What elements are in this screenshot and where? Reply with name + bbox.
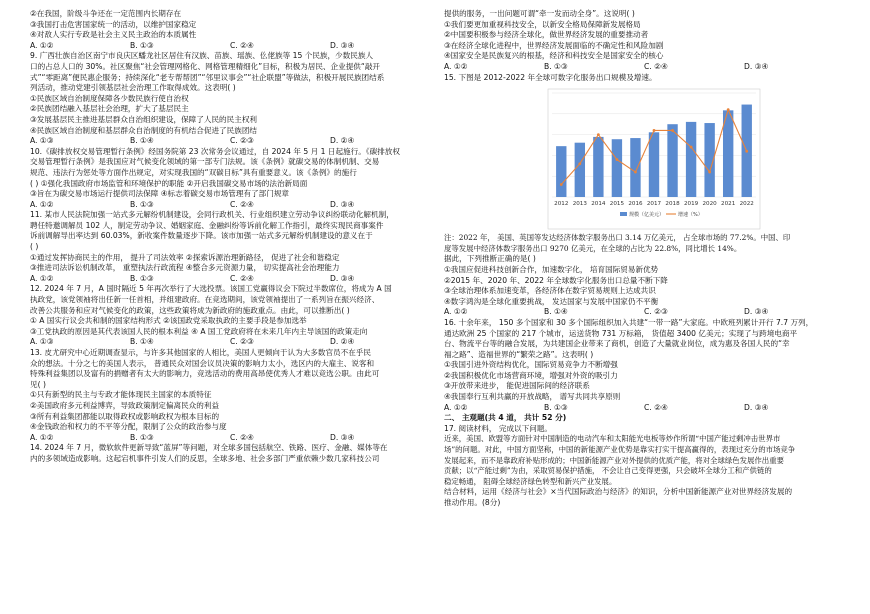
q14-continuation xyxy=(444,9,844,62)
q15-note xyxy=(444,233,844,254)
text-line: 改善公共服务和应对气候变化的政策，这些政策将成为新政府的施政重点。由此，可以推断出( ) xyxy=(30,305,350,315)
answer-option: D. ③④ xyxy=(330,40,355,50)
text-line: 福之路”、造福世界的“繁荣之路”。这表明( ) xyxy=(444,349,594,359)
q10-options xyxy=(30,200,430,211)
legend-bar-label: 规模（亿美元） xyxy=(629,212,665,219)
text-line: ④民族区域自治制度和基层群众自治制度的有机结合促进了民族团结 xyxy=(30,125,258,135)
bar-2013 xyxy=(575,143,585,197)
text-line: ②我国积极优化市场营商环境，增强对外资的吸引力 xyxy=(444,370,618,380)
growth-rate-point xyxy=(560,183,563,186)
question-17-heading: 17. 阅读材料， 完成以下问题。 xyxy=(444,423,553,433)
question-12 xyxy=(30,284,430,337)
text-line: ( ) ①强化我国政府市场监管和环境保护的职能 ②开启我国碳交易市场的法治新局面 xyxy=(30,178,308,188)
text-line: ①我们要更加重视科技安全，以新安全格局保障新发展格局 xyxy=(444,19,641,29)
answer-option: A. ①② xyxy=(30,199,54,209)
text-line: ②美国政府多元利益博弈，导致政策制定偏离民众的利益 xyxy=(30,400,220,410)
answer-option: A. ①② xyxy=(30,432,54,442)
bar-2012 xyxy=(556,146,566,197)
text-line: 列活动，推动党建引领基层社会治理工作取得成效。这表明( ) xyxy=(30,83,236,93)
text-line: 台、物流平台等的融合发展，为共建国企业带来了商机，创造了大量就业岗位，成为惠及各国人民的“幸 xyxy=(444,339,790,349)
text-line: 提供的服务，一出问题可谓“牵一发而动全身”。这说明( ) xyxy=(444,9,635,18)
text-line: 聘任特邀调解员 102 人，制定劳动争议、婚姻家庭、金融纠纷等诉前化解工作指引，最终实现民商事案件 xyxy=(30,220,384,230)
answer-option: A. ①③ xyxy=(30,337,54,347)
answer-option: B. ①④ xyxy=(130,136,154,146)
text-line: 交易管理暂行条例》是我国应对气候变化领域的第一部专门法规。该《条例》就碳交易的体制机制、交易 xyxy=(30,157,380,167)
text-line: ②在我国，阶级斗争还在一定范围内长期存在 xyxy=(30,9,182,18)
answer-option: A. ①③ xyxy=(30,136,54,146)
text-line: ①我国引进外资结构优化，国际贸易竞争力不断增强 xyxy=(444,360,618,370)
q13-options xyxy=(30,433,430,444)
text-line: ③工党执政的原因是其代表该国人民的根本利益 ④ A 国工党政府将在未来几年内主导该国的政策走向 xyxy=(30,326,368,336)
answer-option: C. ②④ xyxy=(230,432,254,442)
text-line: ③发展基层民主推进基层群众自治组织建设，保障了人民的民主权利 xyxy=(30,114,258,124)
growth-rate-point xyxy=(634,171,637,174)
text-line: 场”的问题。对此，中国方面坚称，中国的新能源产业优势是靠实打实干提高赢得的，表现过充分的市场竞争 xyxy=(444,445,796,455)
text-line: 式”“零距离”便民惠企服务；持续深化“老专帮帮团”“邻里议事会”“社企联盟”等做法，积极开展民族团结系 xyxy=(30,72,385,82)
answer-option: D. ③④ xyxy=(330,199,355,209)
text-line: ③所有利益集团都能以取得政权或影响政权为根本目标的 xyxy=(30,411,220,421)
answer-option: C. ②③ xyxy=(230,136,254,146)
x-tick-label: 2021 xyxy=(721,201,736,208)
q12-options xyxy=(30,337,430,348)
text-line: ④国家安全是民族复兴的根基，经济和科技安全是国家安全的核心 xyxy=(444,51,664,61)
answer-option: A. ①② xyxy=(444,307,468,317)
answer-option: C. ②④ xyxy=(644,402,668,412)
bar-2018 xyxy=(667,124,677,197)
q9-options xyxy=(30,136,430,147)
answer-option: B. ①③ xyxy=(544,61,568,71)
x-tick-label: 2017 xyxy=(646,201,662,208)
question-10 xyxy=(30,147,430,200)
q17-task xyxy=(444,487,844,508)
question-15 xyxy=(444,254,844,307)
answer-option: C. ②③ xyxy=(644,307,668,317)
question-9 xyxy=(30,51,430,136)
text-line: 近来，美国、欧盟等方面针对中国制造的电动汽车和太阳能光电板等炒作所谓“中国产能过剩冲击世界市 xyxy=(444,434,781,444)
x-tick-label: 2019 xyxy=(683,201,699,208)
text-line: 度等发展中经济体数字服务出口 9270 亿美元，在全球的占比为 22.8%，同比增长 14%。 xyxy=(444,243,742,253)
text-line: 结合材料，运用《经济与社会》×当代国际政治与经济》的知识，分析中国新能源产业对世界经济发展的 xyxy=(444,487,793,497)
answer-option: D. ③④ xyxy=(744,307,769,317)
answer-option: B. ①④ xyxy=(544,307,568,317)
text-line: 据此，下列推断正确的是( ) xyxy=(444,254,536,264)
x-tick-label: 2015 xyxy=(609,201,625,208)
text-line: ④金钱政治和权力的不平等分配，限制了公众的政治参与度 xyxy=(30,422,227,432)
answer-option: A. ①② xyxy=(444,61,468,71)
text-line: ①通过发挥协商民主的作用， 提升了司法效率 ②探索诉源治理新路径， 促进了社会和谐稳定 xyxy=(30,252,340,262)
answer-option: D. ③④ xyxy=(744,402,769,412)
question-11 xyxy=(30,210,430,274)
answer-option: B. ①④ xyxy=(130,337,154,347)
x-tick-label: 2012 xyxy=(554,201,569,208)
growth-rate-point xyxy=(708,171,711,174)
bar-2016 xyxy=(630,138,640,197)
answer-option: D. ③④ xyxy=(744,61,769,71)
text-line: 内的多领域造成影响。这起宕机事件引发人们的反思，全球多地、社会多部门严重依赖少数几家科技公司 xyxy=(30,453,380,463)
x-tick-label: 2013 xyxy=(572,201,587,208)
text-line: ③旨在为碳交易市场运行提供司法保障 ④标志着碳交易市场管理有了部门规章 xyxy=(30,189,290,199)
answer-option: B. ①③ xyxy=(130,199,154,209)
text-line: ③推进司法诉讼机制改革， 重塑执法行政流程 ④整合多元资源力量， 切实提高社会治理能力 xyxy=(30,263,340,273)
answer-option: D. ②④ xyxy=(330,337,355,347)
q16-options xyxy=(444,403,844,414)
text-line: 规范、违法行为惩处等方面作出规定，对实现我国的“双碳目标”具有重要意义。该《条例》的施行 xyxy=(30,167,357,177)
text-line: 众的想法。十分之七的美国人表示， 普通民众对国会议员决策的影响力太小，选区内的大雇主、说客和 xyxy=(30,358,375,368)
text-line: 16. 十余年来， 150 多个国家和 30 多个国际组织加入共建“一带一路”大家庭。中欧班列累计开行 7.7 万列， xyxy=(444,317,814,327)
text-line: ②民族团结融入基层社会治理，扩大了基层民主 xyxy=(30,104,189,114)
text-line: 注：2022 年， 美国、英国等发达经济体数字服务出口 3.14 万亿美元， 占全球市场的 77.2%。中国、印 xyxy=(444,233,791,243)
text-line: 12. 2024 年 7 月，A 国时隔近 5 年再次举行了大选投票。该国工党赢得议会下院过半数席位，将成为 A 国 xyxy=(30,284,392,294)
text-line: 见( ) xyxy=(30,379,46,389)
text-line: 贡献；以“产能过剩”为由，采取贸易保护措施， 不会让自己变得更强，只会破坏全球分工和产供链的 xyxy=(444,466,772,476)
text-line: ②中国要积极参与经济全球化，做世界经济发展的重要推动者 xyxy=(444,30,649,40)
text-line: 9. 广西壮族自治区南宁市良庆区蟠龙社区居住有汉族、苗族、瑶族、仫佬族等 15 个民族，少数民族人 xyxy=(30,51,374,61)
question-13 xyxy=(30,348,430,433)
text-line: 诉前调解导出率达到 60.03%，新收案件数量逐步下降。该市加强一站式多元解纷机制建设的意义在于 xyxy=(30,231,373,241)
digital-services-export-chart xyxy=(444,85,844,231)
q15-heading: 15. 下图是 2012-2022 年全球可数字化服务出口规模及增速。 xyxy=(444,72,657,82)
question-14 xyxy=(30,443,430,464)
text-line: 11. 某市人民法院加强一站式多元解纷机制建设，会同行政机关、行业组织建立劳动争议纠纷联动化解机制， xyxy=(30,210,394,220)
text-line: 稳定畅通， 阻碍全球经济绿色转型和新兴产业发展。 xyxy=(444,476,617,486)
answer-option: A. ①② xyxy=(444,402,468,412)
q14-options xyxy=(444,62,844,73)
text-line: ① A 国实行议会共和制的国家结构形式 ②该国政党采取执政的主要手段是参加选举 xyxy=(30,316,307,326)
text-line: ②2015 年、2020 年、2022 年全球数字化服务出口总量不断下降 xyxy=(444,275,668,285)
text-line: 13. 皮尤研究中心近期调查显示，与许多其他国家的人相比，美国人更倾向于认为大多数官员不在乎民 xyxy=(30,348,372,357)
text-line: ③全球治理体系加速变革，各经济体在数字贸易规则上达成共识 xyxy=(444,286,656,296)
text-line: ③我国打击危害国家统一的活动，以维护国家稳定 xyxy=(30,19,197,29)
growth-rate-point xyxy=(616,158,619,161)
x-tick-label: 2020 xyxy=(702,201,717,208)
text-line: ( ) xyxy=(30,242,39,252)
legend-line-label: 增速（%） xyxy=(678,212,703,219)
text-line: 特殊利益集团以及富有的捐赠者有太大的影响力，竞选活动的费用高昂使优秀人才难以竞选公职。由此可 xyxy=(30,369,380,379)
section-2-heading: 二、 主观题(共 4 道， 共计 52 分) xyxy=(444,413,567,423)
x-tick-label: 2022 xyxy=(739,201,754,208)
text-line: ④对敌人实行专政是社会主义民主政治的本质属性 xyxy=(30,30,197,40)
text-line: ①民族区域自治制度保障各少数民族行使自治权 xyxy=(30,93,189,103)
text-line: 发展起来，而不是靠政府补贴形成的；中国新能源产业对外提供的优质产能，将对全球绿色发展作出重要 xyxy=(444,455,784,465)
growth-rate-point xyxy=(578,162,581,165)
text-line: 14. 2024 年 7 月，微软软件更新导致“蓝屏”等问题，对全球多国包括航空、铁路、医疗、金融、媒体等在 xyxy=(30,443,388,453)
bar-2014 xyxy=(593,137,603,197)
answer-option: C. ②④ xyxy=(644,61,668,71)
answer-option: D. ③④ xyxy=(330,432,355,442)
growth-rate-point xyxy=(671,129,674,132)
q8-options xyxy=(30,41,430,52)
bar-2017 xyxy=(649,132,659,197)
text-line: ①我国应促进科技创新合作，加速数字化， 培育国际贸易新优势 xyxy=(444,264,659,274)
x-tick-label: 2014 xyxy=(591,201,606,208)
answer-option: B. ①③ xyxy=(130,273,154,283)
growth-rate-point xyxy=(727,108,730,111)
right-column xyxy=(444,9,844,509)
q8-tail xyxy=(30,9,430,41)
answer-option: A. ①② xyxy=(30,273,54,283)
growth-rate-point xyxy=(597,133,600,136)
answer-option: B. ①③ xyxy=(130,40,154,50)
q15-options xyxy=(444,307,844,318)
answer-option: D. ②④ xyxy=(330,136,355,146)
answer-option: C. ②③ xyxy=(230,337,254,347)
text-line: ③在经济全球化进程中，世界经济发展面临的不确定性和风险加剧 xyxy=(444,40,664,50)
x-tick-label: 2016 xyxy=(628,201,643,208)
left-column xyxy=(30,9,430,465)
text-line: ④我国奉行互利共赢的开放战略， 谱写共同共享原则 xyxy=(444,392,621,402)
answer-option: C. ②④ xyxy=(230,273,254,283)
answer-option: C. ②④ xyxy=(230,199,254,209)
text-line: 执政党，该党领袖将出任新一任首相，并组建政府。在竞选期间，该党领袖提出了一系列旨在振兴经济、 xyxy=(30,295,380,305)
answer-option: C. ②④ xyxy=(230,40,254,50)
text-line: ③开放带来进步， 能促进国际间的经济联系 xyxy=(444,381,590,391)
text-line: ①只有新型的民主与专政才能体现民主国家的本质特征 xyxy=(30,390,212,400)
text-line: ④数字鸿沟是全球化重要挑战， 发达国家与发展中国家仍不平衡 xyxy=(444,296,659,306)
bar-2019 xyxy=(686,122,696,197)
text-line: 口的占总人口的 30%。社区聚焦“社会管理网格化、网格管理精细化”目标，积极为居民、企业提供“敲开 xyxy=(30,61,381,71)
q17-material xyxy=(444,434,844,487)
q11-options xyxy=(30,274,430,285)
answer-option: B. ①③ xyxy=(130,432,154,442)
growth-rate-point xyxy=(745,150,748,153)
text-line: 通达欧洲 25 个国家的 217 个城市，运送货物 731 万标箱， 货值超 3400 亿美元；实现了与跨境电商平 xyxy=(444,328,798,338)
growth-rate-point xyxy=(653,129,656,132)
legend-bar-swatch xyxy=(620,212,627,216)
question-16 xyxy=(444,318,844,403)
text-line: 10.《碳排放权交易管理暂行条例》经国务院第 23 次常务会议通过，自 2024 年 5 月 1 日起施行。《碳排放权 xyxy=(30,146,400,156)
answer-option: B. ①③ xyxy=(544,402,568,412)
growth-rate-point xyxy=(690,146,693,149)
x-tick-label: 2018 xyxy=(665,201,680,208)
answer-option: D. ③④ xyxy=(330,273,355,283)
answer-option: A. ①② xyxy=(30,40,54,50)
bar-2015 xyxy=(612,139,622,197)
text-line: 推动作用。(8分) xyxy=(444,498,501,507)
